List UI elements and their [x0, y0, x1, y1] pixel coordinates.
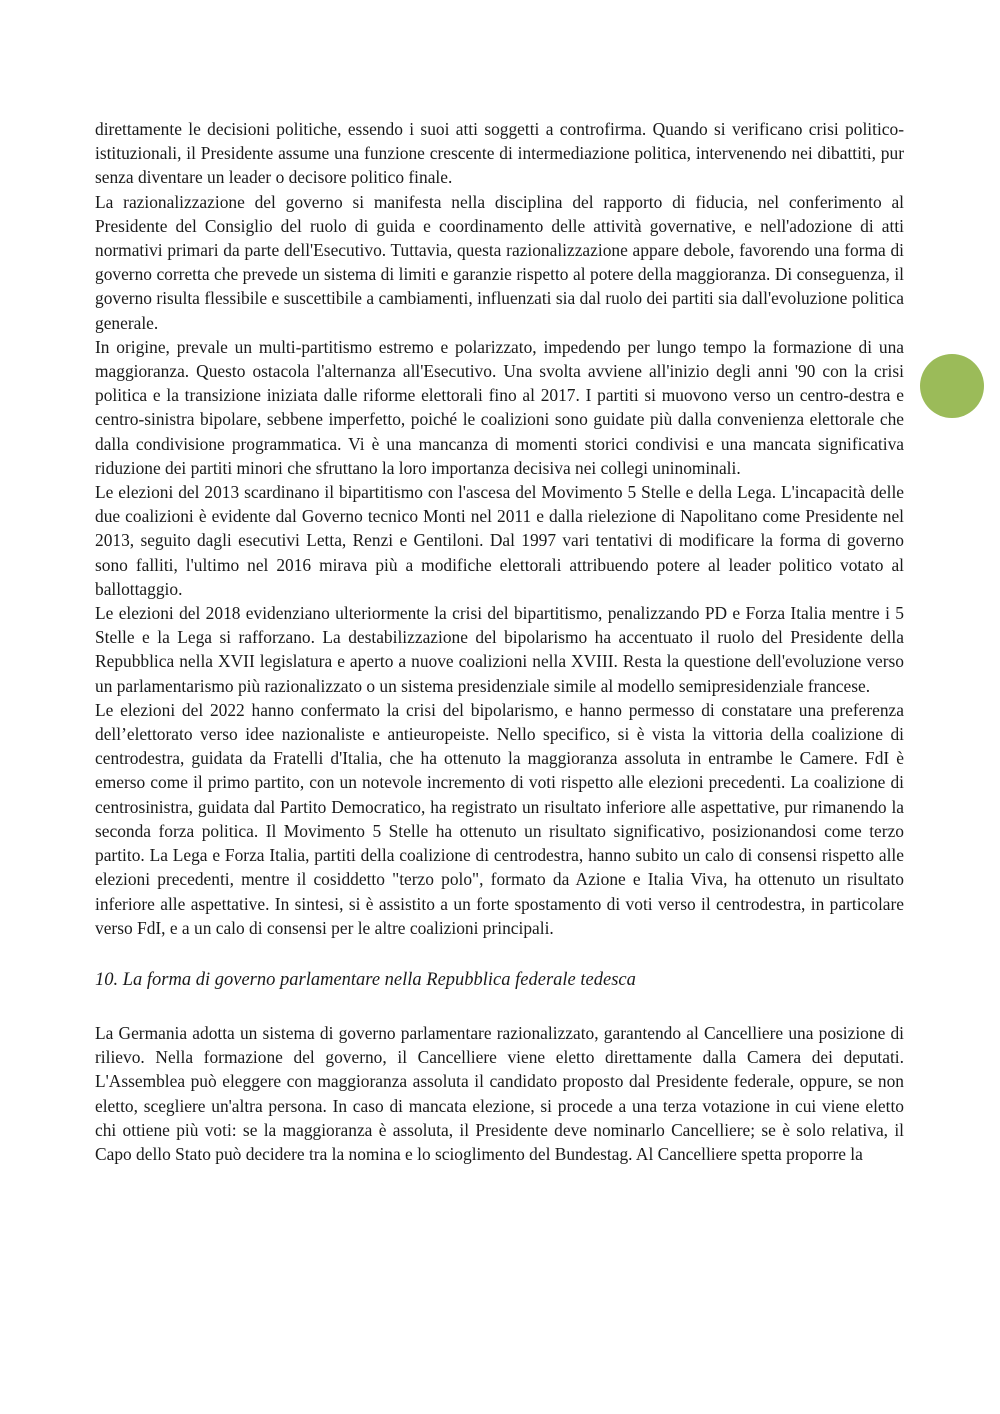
paragraph: La Germania adotta un sistema di governo parlamentare razionalizzato, garantendo al Cancelliere una posizione di rilievo. Nella formazione del governo, il Cancelliere viene eletto direttamente dalla Camera dei deputati. L'Assemblea può eleggere con maggioranza assoluta il candidato proposto dal Presidente federale, oppure, se non eletto, scegliere un'altra persona. In caso di mancata elezione, si procede a una terza votazione in cui viene eletto chi ottiene più voti: se la maggioranza è assoluta, il Presidente deve nominarlo Cancelliere; se è solo relativa, il Capo dello Stato può decidere tra la nomina e lo scioglimento del Bundestag. Al Cancelliere spetta proporre la: [95, 1022, 904, 1164]
paragraph: In origine, prevale un multi-partitismo estremo e polarizzato, impedendo per lungo tempo la formazione di una maggioranza. Questo ostacola l'alternanza all'Esecutivo. Una svolta avviene all'inizio degli anni '90 con la crisi politica e la transizione iniziata dalle riforme elettorali fino al 2017. I partiti si muovono verso un centro-destra e centro-sinistra bipolare, sebbene imperfetto, poiché le coalizioni sono guidate più dalla convenienza elettorale che dalla condivisione programmatica. Vi è una mancanza di momenti storici condivisi e una mancata significativa riduzione dei partiti minori che sfruttano la loro importanza decisiva nei collegi uninominali.: [95, 336, 904, 478]
paragraph: Le elezioni del 2022 hanno confermato la crisi del bipolarismo, e hanno permesso di constatare una preferenza dell’elettorato verso idee nazionaliste e antieuropeiste. Nello specifico, si è vista la vittoria della coalizione di centrodestra, guidata da Fratelli d'Italia, che ha ottenuto la maggioranza assoluta in entrambe le Camere. FdI è emerso come il primo partito, con un notevole incremento di voti rispetto alle elezioni precedenti. La coalizione di centrosinistra, guidata dal Partito Democratico, ha registrato un risultato inferiore alle aspettative, pur rimanendo la seconda forza politica. Il Movimento 5 Stelle ha ottenuto un risultato significativo, posizionandosi come terzo partito. La Lega e Forza Italia, partiti della coalizione di centrodestra, hanno subito un calo di consensi rispetto alle elezioni precedenti, mentre il cosiddetto "terzo polo", formato da Azione e Italia Viva, ha ottenuto un risultato inferiore alle aspettative. In sintesi, si è assistito a un forte spostamento di voti verso il centrodestra, in particolare verso FdI, e a un calo di consensi per le altre coalizioni principali.: [95, 699, 904, 938]
green-circle-marker: [920, 354, 984, 418]
section-heading: 10. La forma di governo parlamentare nella Repubblica federale tedesca: [95, 969, 636, 990]
paragraph: Le elezioni del 2013 scardinano il bipartitismo con l'ascesa del Movimento 5 Stelle e della Lega. L'incapacità delle due coalizioni è evidente dal Governo tecnico Monti nel 2011 e dalla rielezione di Napolitano come Presidente nel 2013, seguito dagli esecutivi Letta, Renzi e Gentiloni. Dal 1997 vari tentativi di modificare la forma di governo sono falliti, l'ultimo nel 2016 mirava più a modifiche elettorali attribuendo potere al leader politico votato al ballottaggio.: [95, 482, 904, 599]
paragraph: La razionalizzazione del governo si manifesta nella disciplina del rapporto di fiducia, nel conferimento al Presidente del Consiglio del ruolo di guida e coordinamento delle attività governative, e nell'adozione di atti normativi primari da parte dell'Esecutivo. Tuttavia, questa razionalizzazione appare debole, favorendo una forma di governo corretta che prevede un sistema di limiti e garanzie rispetto al potere della maggioranza. Di conseguenza, il governo risulta flessibile e suscettibile a cambiamenti, influenzati sia dal ruolo dei partiti sia dall'evoluzione politica generale.: [95, 191, 904, 333]
paragraph: direttamente le decisioni politiche, essendo i suoi atti soggetti a controfirma. Quando si verificano crisi politico-istituzionali, il Presidente assume una funzione crescente di intermediazione politica, intervenendo nei dibattiti, pur senza diventare un leader o decisore politico finale.: [95, 119, 904, 188]
paragraph: Le elezioni del 2018 evidenziano ulteriormente la crisi del bipartitismo, penalizzando PD e Forza Italia mentre i 5 Stelle e la Lega si rafforzano. La destabilizzazione del bipolarismo ha accentuato il ruolo del Presidente della Repubblica nella XVII legislatura e aperto a nuove coalizioni nella XVIII. Resta la questione dell'evoluzione verso un parlamentarismo più razionalizzato o un sistema presidenziale simile al modello semipresidenziale francese.: [95, 603, 904, 696]
page-body: [95, 117, 904, 1166]
